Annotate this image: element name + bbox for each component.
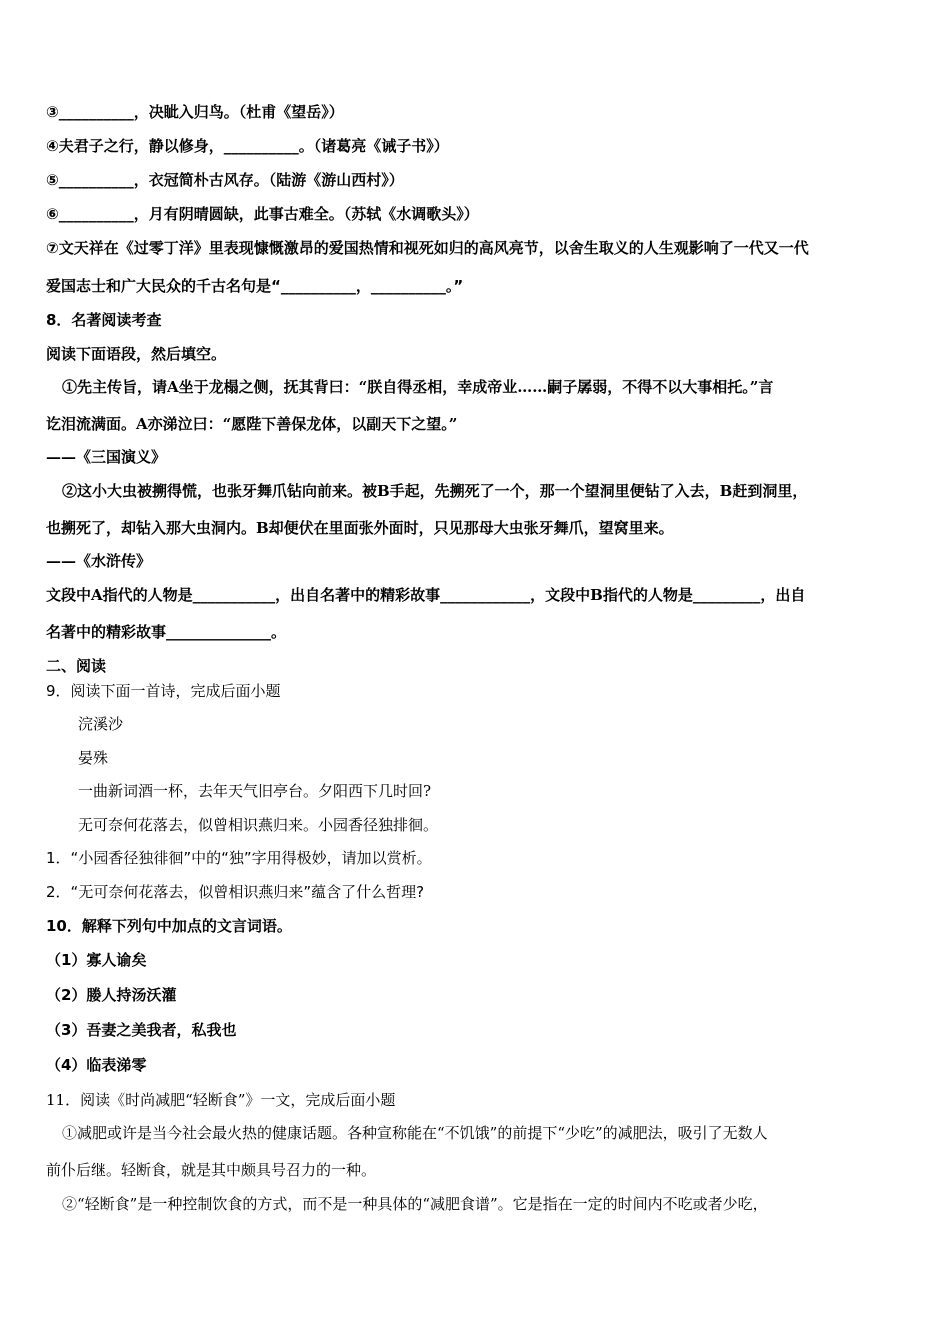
question-9-sub-2: 2．“无可奈何花落去，似曾相识燕归来”蕴含了什么哲理? xyxy=(46,883,425,901)
question-10-item-1: （1）寡人谕矣 xyxy=(46,951,147,969)
poem-line-1: 一曲新词酒一杯，去年天气旧亭台。夕阳西下几时回? xyxy=(78,782,432,800)
poem-fill-line-7b: 爱国志士和广大民众的千古名句是“__________，__________。” xyxy=(46,277,464,295)
question-10-title: 10．解释下列句中加点的文言词语。 xyxy=(46,917,292,935)
passage-2-line-1: ②这小大虫被搠得慌，也张牙舞爪钻向前来。被B手起，先搠死了一个，那一个望洞里便钻了入去，B赶到洞里， xyxy=(62,482,808,500)
question-9-sub-1: 1．“小园香径独徘徊”中的“独”字用得极妙，请加以赏析。 xyxy=(46,849,432,867)
article-para-1-line-2: 前仆后继。轻断食，就是其中颇具号召力的一种。 xyxy=(46,1161,377,1179)
passage-1-source: ——《三国演义》 xyxy=(46,448,167,466)
question-11-title: 11．阅读《时尚减肥“轻断食”》一文，完成后面小题 xyxy=(46,1091,396,1109)
question-10-item-2: （2）媵人持汤沃灌 xyxy=(46,986,177,1004)
poem-fill-line-5: ⑤__________，衣冠简朴古风存。（陆游《游山西村》） xyxy=(46,171,404,189)
poem-fill-line-4: ④夫君子之行，静以修身，__________。（诸葛亮《诫子书》） xyxy=(46,137,449,155)
question-10-item-3: （3）吾妻之美我者，私我也 xyxy=(46,1021,237,1039)
question-9-title: 9．阅读下面一首诗，完成后面小题 xyxy=(46,682,281,700)
poem-line-2: 无可奈何花落去，似曾相识燕归来。小园香径独排徊。 xyxy=(78,816,439,834)
passage-2-source: ——《水浒传》 xyxy=(46,552,152,570)
passage-1-line-2: 讫泪流满面。A亦涕泣曰：“愿陛下善保龙体，以副天下之望。” xyxy=(46,415,458,433)
poem-fill-line-6: ⑥__________，月有阴晴圆缺，此事古难全。（苏轼《水调歌头》） xyxy=(46,205,479,223)
question-8-instruction: 阅读下面语段，然后填空。 xyxy=(46,345,227,363)
question-10-item-4: （4）临表涕零 xyxy=(46,1056,147,1074)
passage-1-line-1: ①先主传旨，请A坐于龙榻之侧，抚其背曰：“朕自得丞相，幸成帝业……嗣子孱弱，不得不以大事相托。”言 xyxy=(62,378,774,396)
poem-author: 晏殊 xyxy=(78,749,109,767)
article-para-1-line-1: ①减肥或许是当今社会最火热的健康话题。各种宣称能在“不饥饿”的前提下“少吃”的减肥法，吸引了无数人 xyxy=(62,1124,768,1142)
poem-fill-line-7a: ⑦文天祥在《过零丁洋》里表现慷慨激昂的爱国热情和视死如归的高风亮节，以舍生取义的人生观影响了一代又一代 xyxy=(46,239,809,257)
poem-fill-line-3: ③__________，决眦入归鸟。（杜甫《望岳》） xyxy=(46,103,344,121)
article-para-2-line-1: ②“轻断食”是一种控制饮食的方式，而不是一种具体的“减肥食谱”。它是指在一定的时间内不吃或者少吃， xyxy=(62,1195,768,1213)
question-8-title: 8．名著阅读考查 xyxy=(46,311,162,329)
passage-2-line-2: 也搠死了，却钻入那大虫洞内。B却便伏在里面张外面时，只见那母大虫张牙舞爪，望窝里来。 xyxy=(46,519,674,537)
question-8-fill-line-2: 名著中的精彩故事______________。 xyxy=(46,623,287,641)
section-reading-heading: 二、阅读 xyxy=(46,657,107,675)
poem-title: 浣溪沙 xyxy=(78,715,124,733)
question-8-fill-line-1: 文段中A指代的人物是___________，出自名著中的精彩故事____________，文段中B指代的人物是_________，出自 xyxy=(46,586,806,604)
